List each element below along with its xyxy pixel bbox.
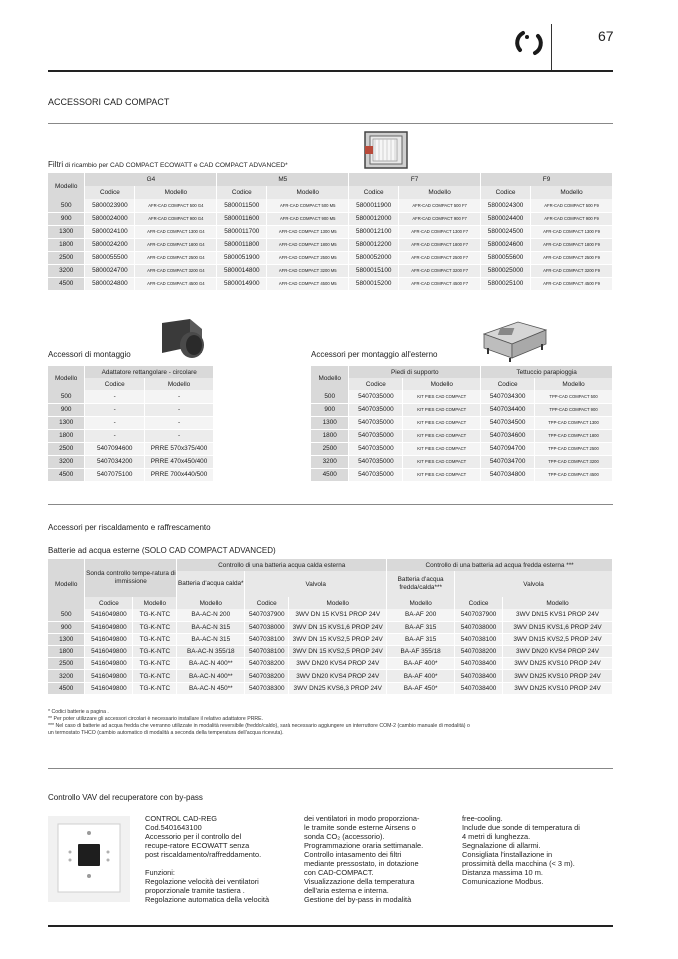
table-row xyxy=(48,682,613,694)
table-cell: AFR-CAD COMPACT 900 F9 xyxy=(531,212,613,225)
table-cell: 5407038300 xyxy=(245,682,289,694)
table-cell: PRRE 570x375/400 xyxy=(145,442,214,455)
table-cell: 5800011600 xyxy=(217,212,267,225)
table-cell: 5800024300 xyxy=(481,199,531,212)
table-cell: 5407034200 xyxy=(85,455,145,468)
section-rule xyxy=(48,768,613,769)
table-cell: 4500 xyxy=(311,468,349,481)
table-cell: BA-AC-N 315 xyxy=(177,621,245,633)
table-cell: 5407035000 xyxy=(349,416,403,429)
table-row xyxy=(48,264,613,277)
table-cell: 5800011700 xyxy=(217,225,267,238)
table-cell: 5800024200 xyxy=(85,238,135,251)
table-cell: 3WV DN20 KVS4 PROP 24V xyxy=(289,658,387,670)
table-cell: AFR-CAD COMPACT 1800 F9 xyxy=(531,238,613,251)
header-rule xyxy=(48,70,613,72)
table-cell: 500 xyxy=(48,199,85,212)
table-cell: AFR-CAD COMPACT 2500 G4 xyxy=(135,251,217,264)
table-cell: 4500 xyxy=(48,277,85,290)
batterie-subheader: Modello xyxy=(503,597,613,609)
table-row xyxy=(311,429,613,442)
batterie-subheader: Modello xyxy=(387,597,455,609)
table-cell: 5407037900 xyxy=(455,609,503,621)
table-cell: - xyxy=(145,403,214,416)
table-cell: BA-AF 200 xyxy=(387,609,455,621)
table-cell: 5800024600 xyxy=(481,238,531,251)
table-cell: 5407038400 xyxy=(455,670,503,682)
filters-codice-header: Codice xyxy=(349,186,399,199)
table-row xyxy=(48,251,613,264)
batterie-subheader: Codice xyxy=(85,597,133,609)
table-cell: 5416049800 xyxy=(85,621,133,633)
table-cell: TPP-CAD COMPACT 1300 xyxy=(535,416,613,429)
footnotes xyxy=(48,709,613,737)
table-cell: 900 xyxy=(311,403,349,416)
table-cell: 3WV DN20 KVS4 PROP 24V xyxy=(289,670,387,682)
table-row xyxy=(311,468,613,481)
montaggio-modello-header: Modello xyxy=(48,366,85,390)
table-cell: AFR-CAD COMPACT 500 F7 xyxy=(399,199,481,212)
vav-text-col1: CONTROL CAD-REG Cod.5401643100 Accessorio per il controllo del recupe-ratore ECOWATT senza post riscaldamento/raffreddamento. Funzioni: Regolazione velocità dei ventilatori proporzionale tramite tastiera . Regolazione automatica della velocità xyxy=(145,814,270,904)
filters-modello-sub-header: Modello xyxy=(531,186,613,199)
table-cell: AFR-CAD COMPACT 900 M5 xyxy=(267,212,349,225)
table-cell: - xyxy=(85,390,145,403)
table-row xyxy=(311,390,613,403)
filters-group-f9: F9 xyxy=(481,173,613,186)
filters-group-f7: F7 xyxy=(349,173,481,186)
table-cell: BA-AC-N 400** xyxy=(177,670,245,682)
filters-group-m5: M5 xyxy=(217,173,349,186)
table-cell: 1800 xyxy=(48,646,85,658)
table-cell: 5407035000 xyxy=(349,455,403,468)
table-cell: TG-K-NTC xyxy=(133,670,177,682)
table-cell: AFR-CAD COMPACT 500 F9 xyxy=(531,199,613,212)
table-cell: 3200 xyxy=(311,455,349,468)
table-cell: TPP-CAD COMPACT 500 xyxy=(535,390,613,403)
table-cell: BA-AC-N 355/18 xyxy=(177,646,245,658)
table-cell: - xyxy=(85,403,145,416)
esterno-codice-header: Codice xyxy=(481,378,535,390)
table-cell: 500 xyxy=(311,390,349,403)
table-cell: 5800024400 xyxy=(481,212,531,225)
table-cell: 3WV DN25 KVS10 PROP 24V xyxy=(503,658,613,670)
table-cell: TG-K-NTC xyxy=(133,609,177,621)
table-cell: TG-K-NTC xyxy=(133,646,177,658)
table-row xyxy=(48,670,613,682)
table-cell: AFR-CAD COMPACT 2500 M5 xyxy=(267,251,349,264)
table-cell: 5416049800 xyxy=(85,609,133,621)
esterno-modello-sub-header: Modello xyxy=(403,378,481,390)
table-cell: AFR-CAD COMPACT 3200 F7 xyxy=(399,264,481,277)
table-cell: 5800014800 xyxy=(217,264,267,277)
table-row xyxy=(48,455,214,468)
table-cell: KIT PIES CAD COMPACT xyxy=(403,468,481,481)
batterie-subheader: Codice xyxy=(455,597,503,609)
filters-group-g4: G4 xyxy=(85,173,217,186)
table-cell: 3WV DN25 KVS10 PROP 24V xyxy=(503,670,613,682)
table-cell: 5407094700 xyxy=(481,442,535,455)
section-rule xyxy=(48,123,613,124)
table-cell: AFR-CAD COMPACT 1800 F7 xyxy=(399,238,481,251)
table-cell: AFR-CAD COMPACT 3200 F9 xyxy=(531,264,613,277)
table-cell: TPP-CAD COMPACT 1800 xyxy=(535,429,613,442)
table-cell: BA-AF 400* xyxy=(387,658,455,670)
table-cell: 5416049800 xyxy=(85,670,133,682)
table-cell: 1300 xyxy=(48,633,85,645)
table-cell: 5800024700 xyxy=(85,264,135,277)
table-row xyxy=(48,238,613,251)
table-cell: 1800 xyxy=(48,429,85,442)
table-cell: 3WV DN 15 KVS2,5 PROP 24V xyxy=(289,646,387,658)
table-cell: TG-K-NTC xyxy=(133,658,177,670)
table-row xyxy=(48,225,613,238)
table-cell: - xyxy=(145,416,214,429)
table-cell: 5800014900 xyxy=(217,277,267,290)
vav-text-col2: dei ventilatori in modo proporziona- le tramite sonde esterne Airsens o sonda CO₂ (accessorio). Programmazione oraria settimanale. Controllo intasamento dei filtri mediante pressostato, in dotazione con CAD-COMPACT. Visualizzazione della temperatura dell'aria esterna e interna. Gestione del by-pass in modalità xyxy=(304,814,424,904)
batterie-table xyxy=(48,559,613,695)
table-cell: AFR-CAD COMPACT 4500 G4 xyxy=(135,277,217,290)
table-cell: 5407038000 xyxy=(245,621,289,633)
table-cell: AFR-CAD COMPACT 1300 F7 xyxy=(399,225,481,238)
vav-title: Controllo VAV del recuperatore con by-pass xyxy=(48,793,203,802)
table-cell: 5800012200 xyxy=(349,238,399,251)
table-cell: KIT PIES CAD COMPACT xyxy=(403,416,481,429)
table-cell: 5800015100 xyxy=(349,264,399,277)
table-cell: 5407094600 xyxy=(85,442,145,455)
table-cell: 5800025100 xyxy=(481,277,531,290)
batterie-subheader: Modello xyxy=(289,597,387,609)
montaggio-group-header: Adattatore rettangolare - circolare xyxy=(85,366,214,378)
table-cell: AFR-CAD COMPACT 2500 F7 xyxy=(399,251,481,264)
table-row xyxy=(48,468,214,481)
table-cell: 900 xyxy=(48,621,85,633)
table-cell: 3WV DN25 KVS6,3 PROP 24V xyxy=(289,682,387,694)
table-row xyxy=(48,199,613,212)
footnote: ** Per poter utilizzare gli accessori circolari è necessario installare il relativo adattatore PRRE. xyxy=(48,716,264,722)
table-cell: AFR-CAD COMPACT 1300 M5 xyxy=(267,225,349,238)
table-cell: BA-AC-N 200 xyxy=(177,609,245,621)
table-cell: 3WV DN 15 KVS1,6 PROP 24V xyxy=(289,621,387,633)
table-cell: 5800024000 xyxy=(85,212,135,225)
table-cell: AFR-CAD COMPACT 1800 M5 xyxy=(267,238,349,251)
table-cell: BA-AC-N 450** xyxy=(177,682,245,694)
table-cell: PRRE 470x450/400 xyxy=(145,455,214,468)
table-cell: 5800024500 xyxy=(481,225,531,238)
table-cell: 5800012000 xyxy=(349,212,399,225)
table-cell: 5800051900 xyxy=(217,251,267,264)
table-cell: 5407038100 xyxy=(455,633,503,645)
table-cell: 5407034500 xyxy=(481,416,535,429)
riscaldamento-title: Accessori per riscaldamento e raffrescamento xyxy=(48,523,211,532)
table-cell: 4500 xyxy=(48,682,85,694)
table-cell: 5407038100 xyxy=(245,646,289,658)
esterno-modello-sub-header: Modello xyxy=(535,378,613,390)
table-cell: 5800011500 xyxy=(217,199,267,212)
table-cell: 2500 xyxy=(48,251,85,264)
table-cell: 3WV DN 15 KVS2,5 PROP 24V xyxy=(289,633,387,645)
batterie-subheader: Modello xyxy=(177,597,245,609)
batterie-title: Batterie ad acqua esterne (SOLO CAD COMPACT ADVANCED) xyxy=(48,546,276,555)
table-cell: 1800 xyxy=(48,238,85,251)
table-cell: BA-AF 400* xyxy=(387,670,455,682)
footer-rule xyxy=(48,925,613,927)
table-cell: AFR-CAD COMPACT 1300 F9 xyxy=(531,225,613,238)
table-cell: 5800024100 xyxy=(85,225,135,238)
table-cell: 1300 xyxy=(48,416,85,429)
table-cell: 1300 xyxy=(48,225,85,238)
table-cell: TPP-CAD COMPACT 4500 xyxy=(535,468,613,481)
table-cell: 5407034800 xyxy=(481,468,535,481)
table-row xyxy=(48,403,214,416)
table-cell: 5800055600 xyxy=(481,251,531,264)
table-row xyxy=(48,212,613,225)
table-cell: PRRE 700x440/500 xyxy=(145,468,214,481)
table-cell: AFR-CAD COMPACT 2500 F9 xyxy=(531,251,613,264)
footnote: un termostato THCO (cambio automatico di modalità a seconda della temperatura dell'acqua ricevuta). xyxy=(48,730,284,736)
table-row xyxy=(48,609,613,621)
table-cell: 5407075100 xyxy=(85,468,145,481)
montaggio-modello-sub-header: Modello xyxy=(145,378,214,390)
table-row xyxy=(48,416,214,429)
table-cell: TPP-CAD COMPACT 900 xyxy=(535,403,613,416)
table-cell: AFR-CAD COMPACT 900 G4 xyxy=(135,212,217,225)
table-cell: 5407035000 xyxy=(349,442,403,455)
esterno-table xyxy=(311,366,613,482)
table-cell: KIT PIES CAD COMPACT xyxy=(403,429,481,442)
header-divider xyxy=(551,24,552,70)
table-cell: 5800025000 xyxy=(481,264,531,277)
table-cell: 3WV DN15 KVS2,5 PROP 24V xyxy=(503,633,613,645)
table-cell: 1800 xyxy=(311,429,349,442)
montaggio-table xyxy=(48,366,214,482)
table-cell: 3WV DN 15 KVS1 PROP 24V xyxy=(289,609,387,621)
table-cell: 3200 xyxy=(48,455,85,468)
table-cell: - xyxy=(85,416,145,429)
table-cell: AFR-CAD COMPACT 4500 F7 xyxy=(399,277,481,290)
table-row xyxy=(48,442,214,455)
table-cell: 2500 xyxy=(48,442,85,455)
batterie-sonda-header: Sonda controllo tempe-ratura di immissione xyxy=(85,559,177,597)
table-cell: 3200 xyxy=(48,670,85,682)
table-cell: 5800011900 xyxy=(349,199,399,212)
batterie-subheader: Codice xyxy=(245,597,289,609)
table-cell: 3WV DN20 KVS4 PROP 24V xyxy=(503,646,613,658)
table-cell: 5407038200 xyxy=(455,646,503,658)
montaggio-codice-header: Codice xyxy=(85,378,145,390)
table-cell: 5416049800 xyxy=(85,633,133,645)
table-cell: 5800052000 xyxy=(349,251,399,264)
table-cell: 2500 xyxy=(48,658,85,670)
table-cell: AFR-CAD COMPACT 3200 G4 xyxy=(135,264,217,277)
filters-title-prefix: Filtri xyxy=(48,160,64,169)
table-cell: 3WV DN25 KVS10 PROP 24V xyxy=(503,682,613,694)
batterie-valvola2-label: Valvola xyxy=(455,571,613,597)
table-cell: 5407034300 xyxy=(481,390,535,403)
batterie-fredda-label: Batteria d'acqua fredda/calda*** xyxy=(387,571,455,597)
table-row xyxy=(311,403,613,416)
table-row xyxy=(311,455,613,468)
table-row xyxy=(311,442,613,455)
table-row xyxy=(48,390,214,403)
table-cell: BA-AC-N 400** xyxy=(177,658,245,670)
table-cell: 5407034700 xyxy=(481,455,535,468)
section-rule xyxy=(48,504,613,505)
table-cell: 5800023900 xyxy=(85,199,135,212)
table-cell: TG-K-NTC xyxy=(133,633,177,645)
filters-table xyxy=(48,173,613,291)
table-row xyxy=(48,658,613,670)
table-cell: 5800024800 xyxy=(85,277,135,290)
batterie-fredda-group: Controllo di una batteria ad acqua fredda esterna *** xyxy=(387,559,613,571)
filters-codice-header: Codice xyxy=(217,186,267,199)
brand-logo-icon xyxy=(514,28,544,58)
table-cell: 4500 xyxy=(48,468,85,481)
table-cell: 5407035000 xyxy=(349,468,403,481)
table-cell: AFR-CAD COMPACT 1300 G4 xyxy=(135,225,217,238)
table-cell: AFR-CAD COMPACT 3200 M5 xyxy=(267,264,349,277)
esterno-title: Accessori per montaggio all'esterno xyxy=(311,350,438,359)
table-cell: 5407038200 xyxy=(245,670,289,682)
batterie-calda-group: Controllo di una batteria acqua calda esterna xyxy=(177,559,387,571)
table-cell: KIT PIES CAD COMPACT xyxy=(403,455,481,468)
table-cell: 5800015200 xyxy=(349,277,399,290)
controller-image xyxy=(48,816,130,902)
table-cell: 2500 xyxy=(311,442,349,455)
table-cell: 5407038100 xyxy=(245,633,289,645)
table-cell: AFR-CAD COMPACT 1800 G4 xyxy=(135,238,217,251)
table-cell: KIT PIES CAD COMPACT xyxy=(403,442,481,455)
adapter-image xyxy=(156,315,208,361)
filters-title xyxy=(48,160,288,169)
table-cell: - xyxy=(145,390,214,403)
table-cell: 5416049800 xyxy=(85,682,133,694)
table-cell: BA-AF 315 xyxy=(387,633,455,645)
table-cell: 5407037900 xyxy=(245,609,289,621)
table-cell: 5407038000 xyxy=(455,621,503,633)
table-cell: 3WV DN15 KVS1,6 PROP 24V xyxy=(503,621,613,633)
batterie-calda-label: Batteria d'acqua calda* xyxy=(177,571,245,597)
table-row xyxy=(48,646,613,658)
table-cell: 5407038200 xyxy=(245,658,289,670)
table-cell: 5800055500 xyxy=(85,251,135,264)
table-cell: AFR-CAD COMPACT 4500 M5 xyxy=(267,277,349,290)
filters-modello-sub-header: Modello xyxy=(399,186,481,199)
vav-text-col3: free-cooling. Include due sonde di temperatura di 4 metri di lunghezza. Segnalazione di allarmi. Consigliata l'installazione in prossimità della macchina (< 3 m). Distanza massima 10 m. Comunicazione Modbus. xyxy=(462,814,580,886)
table-cell: AFR-CAD COMPACT 4500 F9 xyxy=(531,277,613,290)
table-cell: 900 xyxy=(48,403,85,416)
esterno-modello-header: Modello xyxy=(311,366,349,390)
table-cell: 3WV DN15 KVS1 PROP 24V xyxy=(503,609,613,621)
table-row xyxy=(48,277,613,290)
batterie-modello-header: Modello xyxy=(48,559,85,609)
table-cell: 5800012100 xyxy=(349,225,399,238)
filters-modello-sub-header: Modello xyxy=(135,186,217,199)
filters-title-rest: di ricambio per CAD COMPACT ECOWATT e CAD COMPACT ADVANCED* xyxy=(63,162,288,169)
batterie-valvola-label: Valvola xyxy=(245,571,387,597)
table-row xyxy=(311,416,613,429)
table-cell: 5407038400 xyxy=(455,682,503,694)
filters-modello-sub-header: Modello xyxy=(267,186,349,199)
table-cell: 5800011800 xyxy=(217,238,267,251)
table-cell: 5407035000 xyxy=(349,429,403,442)
table-cell: 5416049800 xyxy=(85,658,133,670)
table-cell: 1300 xyxy=(311,416,349,429)
page-number: 67 xyxy=(598,28,614,44)
footnote: * Codici batterie a pagina . xyxy=(48,709,109,715)
table-cell: KIT PIES CAD COMPACT xyxy=(403,390,481,403)
table-cell: 5407035000 xyxy=(349,403,403,416)
esterno-group-piedi: Piedi di supporto xyxy=(349,366,481,378)
outdoor-unit-image xyxy=(482,318,548,362)
filters-modello-header: Modello xyxy=(48,173,85,199)
table-cell: 900 xyxy=(48,212,85,225)
table-cell: 5407035000 xyxy=(349,390,403,403)
footnote: *** Nel caso di batterie ad acqua fredda che verranno utilizzate in modalità reversibile (freddo/caldo), sarà necessario aggiungere un interruttore COM-2 (cambio manuale di modalità) o xyxy=(48,723,470,729)
table-cell: - xyxy=(145,429,214,442)
table-cell: BA-AC-N 315 xyxy=(177,633,245,645)
table-cell: BA-AF 450* xyxy=(387,682,455,694)
table-cell: BA-AF 315 xyxy=(387,621,455,633)
table-cell: 500 xyxy=(48,390,85,403)
table-row xyxy=(48,429,214,442)
filters-codice-header: Codice xyxy=(481,186,531,199)
table-cell: 3200 xyxy=(48,264,85,277)
filters-codice-header: Codice xyxy=(85,186,135,199)
table-cell: 5407034400 xyxy=(481,403,535,416)
section-title: ACCESSORI CAD COMPACT xyxy=(48,97,170,107)
montaggio-title: Accessori di montaggio xyxy=(48,350,131,359)
table-cell: 5416049800 xyxy=(85,646,133,658)
table-cell: AFR-CAD COMPACT 500 G4 xyxy=(135,199,217,212)
table-cell: 5407038400 xyxy=(455,658,503,670)
table-cell: AFR-CAD COMPACT 500 M5 xyxy=(267,199,349,212)
table-cell: BA-AF 355/18 xyxy=(387,646,455,658)
table-cell: TG-K-NTC xyxy=(133,621,177,633)
esterno-codice-header: Codice xyxy=(349,378,403,390)
table-cell: TPP-CAD COMPACT 3200 xyxy=(535,455,613,468)
esterno-group-tettuccio: Tettuccio parapioggia xyxy=(481,366,613,378)
table-row xyxy=(48,633,613,645)
table-cell: KIT PIES CAD COMPACT xyxy=(403,403,481,416)
table-cell: TPP-CAD COMPACT 2500 xyxy=(535,442,613,455)
table-cell: 5407034600 xyxy=(481,429,535,442)
table-cell: TG-K-NTC xyxy=(133,682,177,694)
table-cell: 500 xyxy=(48,609,85,621)
table-row xyxy=(48,621,613,633)
batterie-subheader: Modello xyxy=(133,597,177,609)
table-cell: AFR-CAD COMPACT 900 F7 xyxy=(399,212,481,225)
table-cell: - xyxy=(85,429,145,442)
filter-image xyxy=(363,130,409,170)
